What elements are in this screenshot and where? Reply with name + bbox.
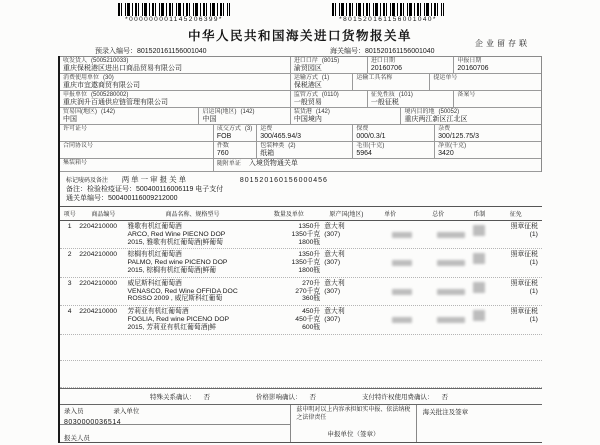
entry-clerk-cell <box>60 405 291 442</box>
col-header-hs-code: 商品编号 <box>91 212 116 218</box>
field-label: 保费 <box>356 126 369 132</box>
field-label: 收发货人 <box>63 58 88 64</box>
item-name-line: VENASCO, Red Wine OFFIDA DOC <box>127 287 238 295</box>
item-levy-code: (1) <box>529 230 538 238</box>
item-levy-type: 照章征税 <box>510 308 538 316</box>
item-name-line: 雅歌有机红葡萄酒 <box>127 223 182 230</box>
item-hs-code: 2204210000 <box>79 223 118 230</box>
field-destination <box>401 108 540 124</box>
field-declare-date <box>454 57 541 73</box>
notes-section <box>60 172 542 203</box>
item-no: 2 <box>67 251 72 259</box>
field-code: (2) <box>288 143 296 149</box>
field-label: 件数 <box>216 143 229 149</box>
field-supervision-mode <box>291 91 368 107</box>
field-transport-mode <box>291 74 354 90</box>
field-license-no <box>60 125 214 141</box>
field-label: 随附单证 <box>216 161 241 167</box>
item-qty-line: 1350升 <box>298 251 321 259</box>
item-hs-code: 2204210000 <box>79 279 118 287</box>
field-value: 重庆两江新区江北区 <box>404 116 468 123</box>
redacted-currency <box>473 310 485 321</box>
item-qty-line: 600瓶 <box>302 323 321 331</box>
item-levy-type: 照章征税 <box>510 223 538 230</box>
col-header-unit-price: 单价 <box>384 212 397 218</box>
field-value: 重庆保税港区进出口商品贸易有限公司 <box>63 65 182 72</box>
field-code: (3) <box>244 126 253 132</box>
item-origin: 意大利 <box>324 279 345 287</box>
confirmations-row <box>60 388 542 405</box>
barcode-left <box>118 3 230 16</box>
field-value: 渝贸园区 <box>293 65 322 72</box>
field-value: 20160706 <box>370 65 402 72</box>
special-relation-value: 否 <box>203 394 210 401</box>
field-declare-unit <box>60 91 291 107</box>
field-value: 纸箱 <box>260 150 275 157</box>
declaration-statement: 兹申明对以上内容承担如实申报、依法纳税之法律责任 <box>296 407 411 421</box>
field-code: (142) <box>240 109 255 115</box>
redacted-unit-price <box>392 232 412 238</box>
goods-row-3 <box>60 278 542 306</box>
field-code: (101) <box>398 92 413 98</box>
field-value: 3420 <box>438 150 454 157</box>
field-value: 20160706 <box>457 65 489 72</box>
field-value: FOB <box>216 133 232 140</box>
field-label: 贸易国(地区) <box>63 109 97 115</box>
field-label: 合同协议号 <box>63 143 94 149</box>
field-departure-country <box>199 108 290 124</box>
field-label: 运输工具名称 <box>356 75 393 81</box>
field-misc-fees <box>435 125 541 141</box>
col-header-item-no: 项号 <box>63 212 76 218</box>
item-qty-line: 270升 <box>302 279 321 287</box>
field-attached-docs <box>214 159 541 171</box>
field-label: 消费使用单位 <box>63 75 100 81</box>
item-name-line: 棕榈有机红葡萄酒 <box>127 251 182 259</box>
item-name-line: PALMO, Red wine PICENO DOP <box>127 259 228 267</box>
field-label: 监管方式 <box>293 92 318 98</box>
item-hs-code: 2204210000 <box>79 308 118 316</box>
field-label: 进口日期 <box>370 58 395 64</box>
remark-line-2: 通关单编号：500400116009212000 <box>66 195 178 202</box>
field-bill-no <box>430 74 541 90</box>
field-code: (1) <box>321 75 330 81</box>
field-label: 运输方式 <box>293 75 318 81</box>
field-code: (0110) <box>321 92 339 98</box>
goods-row-1 <box>60 221 542 249</box>
item-name-line: 2015, 雅歌有机红葡萄酒|鲜葡萄 <box>127 238 223 246</box>
header-fields-table <box>60 56 542 172</box>
declarant-label: 报关人员 <box>64 435 90 442</box>
redacted-currency <box>473 225 485 236</box>
form-row <box>60 142 541 159</box>
redacted-total-price <box>437 260 465 266</box>
page-title: 中华人民共和国海关进口货物报关单 <box>187 29 412 43</box>
item-name-line: 2015, 芳莉亚有机红葡萄酒|鲜 <box>127 323 217 331</box>
field-value: 中国 <box>202 116 217 123</box>
field-trade-country <box>60 108 199 124</box>
field-label: 进口口岸 <box>293 58 318 64</box>
field-value: 重庆市宜遨商贸有限公司 <box>63 82 140 89</box>
item-hs-code: 2204210000 <box>79 251 118 259</box>
col-header-currency: 币制 <box>473 212 486 218</box>
field-contract-no <box>60 142 214 158</box>
redacted-total-price <box>437 317 465 323</box>
field-value: 000/0.3/1 <box>356 133 386 140</box>
field-gross-weight <box>353 142 435 158</box>
item-name-line: 芳莉亚有机红葡萄酒 <box>127 308 189 316</box>
price-influence-value: 否 <box>309 394 316 401</box>
col-header-origin: 原产国(地区) <box>329 212 364 218</box>
form-row <box>60 74 541 91</box>
item-origin-code: (307) <box>324 230 341 238</box>
field-label: 备案号 <box>457 92 476 98</box>
redacted-unit-price <box>392 317 412 323</box>
field-insurance <box>353 125 435 141</box>
redacted-currency <box>473 282 485 293</box>
item-origin-code: (307) <box>324 315 341 323</box>
item-origin-code: (307) <box>324 287 341 295</box>
field-code: (5005210033) <box>91 58 129 64</box>
field-net-weight <box>435 142 541 158</box>
field-consumer-unit <box>60 74 291 90</box>
item-levy-code: (1) <box>529 287 538 295</box>
form-body <box>58 56 542 443</box>
field-packages <box>214 142 257 158</box>
field-code: (8015) <box>321 58 340 64</box>
field-label: 申报单位 <box>63 92 88 98</box>
price-influence-label: 价格影响确认： <box>256 394 302 401</box>
marks-value: 两单一审报关单 <box>121 175 189 184</box>
field-code: (50052) <box>438 109 460 115</box>
item-no: 3 <box>67 279 72 287</box>
entry-unit-label: 录入单位 <box>113 408 140 415</box>
field-label: 启运国(地区) <box>202 109 237 115</box>
field-value: 760 <box>216 150 229 157</box>
form-row <box>60 159 541 172</box>
empty-goods-row <box>60 335 542 362</box>
item-name-line: ROSSO 2009 , 威尼斯科红葡萄 <box>127 295 223 303</box>
field-value: 一般贸易 <box>293 99 322 106</box>
item-origin: 意大利 <box>324 308 345 316</box>
item-qty-line: 1800瓶 <box>298 238 321 246</box>
redacted-unit-price <box>392 289 412 295</box>
item-qty-line: 1350升 <box>298 223 321 230</box>
field-record-no <box>454 91 541 107</box>
field-label: 许可证号 <box>63 126 88 132</box>
item-levy-code: (1) <box>529 259 538 267</box>
col-header-name-spec: 商品名称、规格型号 <box>165 212 220 218</box>
item-origin: 意大利 <box>324 223 345 230</box>
royalty-payment-value: 否 <box>441 394 448 401</box>
field-label: 成交方式 <box>216 126 241 132</box>
field-transaction-mode <box>214 125 257 141</box>
field-label: 运费 <box>260 126 273 132</box>
form-row <box>60 125 541 142</box>
field-code: (142) <box>101 109 116 115</box>
field-value: 300/465.94/3 <box>260 133 302 140</box>
field-label: 净重(千克) <box>438 143 467 149</box>
item-name-line: 威尼斯科红葡萄酒 <box>127 279 182 287</box>
field-container-no <box>60 159 214 171</box>
signature-section <box>60 405 542 443</box>
field-levy-nature <box>368 91 455 107</box>
entry-clerk-label: 录入员 <box>64 408 84 415</box>
empty-goods-row <box>60 361 542 388</box>
col-header-total-price: 总价 <box>432 212 445 218</box>
item-qty-line: 1350千克 <box>291 230 321 238</box>
royalty-payment-label: 支付特许权使用费确认： <box>362 394 434 401</box>
field-import-port <box>291 57 368 73</box>
field-freight <box>257 125 353 141</box>
marks-ref-number: 801520160156000456 <box>239 177 328 184</box>
field-label: 申报日期 <box>457 58 482 64</box>
item-levy-code: (1) <box>529 315 538 323</box>
goods-row-2 <box>60 249 542 277</box>
item-name-line: ARCO, Red Wine PIECNO DOP <box>127 230 226 238</box>
declare-unit-seal-label: 申报单位（签章） <box>327 430 380 438</box>
field-value: 中国 <box>63 116 77 123</box>
field-value: 入境货物通关单 <box>248 160 298 167</box>
item-qty-line: 450升 <box>302 308 321 316</box>
field-label: 征免性质 <box>370 92 395 98</box>
redacted-currency <box>473 253 485 264</box>
copy-type-label: 企业留存联 <box>475 39 530 48</box>
barcode-right-text: *801520161156001040* <box>339 16 437 23</box>
item-origin-code: (307) <box>324 259 341 267</box>
item-qty-line: 1350千克 <box>291 259 321 267</box>
item-qty-line: 450千克 <box>295 315 321 323</box>
marks-label: 标记唛码及备注 <box>66 178 109 184</box>
goods-table-header <box>60 206 542 221</box>
field-value: 中国境内 <box>293 116 322 123</box>
field-value: 重庆润升百通供应链管理有限公司 <box>63 99 168 106</box>
goods-row-4 <box>60 306 542 334</box>
field-code: (142) <box>315 109 330 115</box>
item-levy-type: 照章征税 <box>510 279 538 287</box>
form-row <box>60 91 541 108</box>
remark-line-1: 备注：检验检疫证号：500400116006119 电子支付 <box>66 186 224 193</box>
field-consignee <box>60 57 291 73</box>
field-transport-tool <box>353 74 430 90</box>
special-relation-label: 特殊关系确认： <box>150 394 196 401</box>
field-import-date <box>368 57 455 73</box>
redacted-unit-price <box>392 260 412 266</box>
item-qty-line: 270千克 <box>295 287 321 295</box>
col-header-levy-type: 征免 <box>509 212 522 218</box>
barcode-left-text: *000000001145206399* <box>125 16 223 23</box>
field-code: (5005280002) <box>91 92 129 98</box>
declaration-statement-cell <box>291 405 416 442</box>
customs-number: 海关编号：801520161156001040 <box>330 48 435 55</box>
field-package-type <box>257 142 353 158</box>
redacted-total-price <box>437 232 465 238</box>
item-no: 4 <box>67 308 72 316</box>
field-loading-port <box>291 108 402 124</box>
item-origin: 意大利 <box>324 251 345 259</box>
item-no: 1 <box>67 223 72 230</box>
field-label: 包装种类 <box>260 143 285 149</box>
field-label: 提运单号 <box>433 75 458 81</box>
field-label: 装货港 <box>293 109 312 115</box>
item-name-line: 2015, 棕榈有机红葡萄酒|鲜葡 <box>127 266 217 274</box>
pre-entry-number: 预录入编号：801520161156001040 <box>95 48 207 55</box>
field-label: 境内目的地 <box>404 109 435 115</box>
item-name-line: FOGLIA, Red wine PICENO DOP <box>127 315 230 323</box>
item-qty-line: 360瓶 <box>302 295 321 303</box>
col-header-quantity: 数量及单位 <box>273 212 304 218</box>
field-label: 杂费 <box>438 126 451 132</box>
redacted-total-price <box>437 289 465 295</box>
entry-number: 8030000036514 <box>64 419 122 426</box>
field-value: 保税港区 <box>293 82 322 89</box>
item-qty-line: 1800瓶 <box>298 266 321 274</box>
field-code: (30) <box>103 75 114 81</box>
field-label: 毛重(千克) <box>356 143 385 149</box>
field-label: 集装箱号 <box>63 160 88 166</box>
form-row <box>60 57 541 74</box>
field-value: 5964 <box>356 150 372 157</box>
customs-endorsement-cell: 海关批注及签章 <box>422 409 469 416</box>
barcode-right <box>332 3 444 16</box>
item-levy-type: 照章征税 <box>510 251 538 259</box>
form-row <box>60 108 541 125</box>
field-value: 300/125.75/3 <box>438 133 480 140</box>
field-value: 一般征税 <box>370 99 399 106</box>
